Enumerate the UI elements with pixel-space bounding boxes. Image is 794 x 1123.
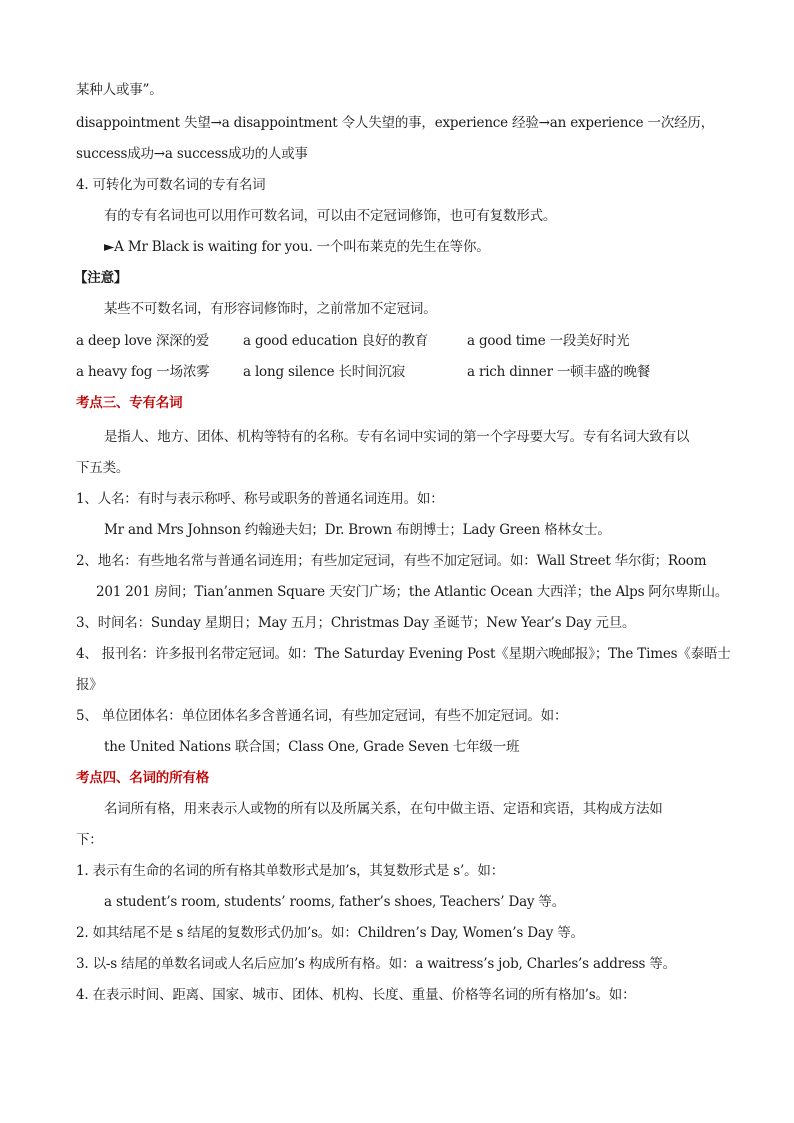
text-line: disappointment 失望→a disappointment 令人失望的事，experience 经验→an experience 一次经历， bbox=[76, 115, 715, 131]
subheading: 4. 可转化为可数名词的专有名词 bbox=[76, 177, 266, 193]
example-sentence: ►A Mr Black is waiting for you. 一个叫布莱克的先生在等你。 bbox=[104, 239, 490, 255]
list-item: 3. 以-s 结尾的单数名词或人名后应加’s 构成所有格。如：a waitress’s job, Charles’s address 等。 bbox=[76, 956, 676, 972]
text-line: 报》 bbox=[76, 677, 103, 693]
list-item: 2、地名：有些地名常与普通名词连用；有些加定冠词，有些不加定冠词。如：Wall Street 华尔街；Room bbox=[76, 553, 707, 569]
text-line: 名词所有格，用来表示人或物的所有以及所属关系，在句中做主语、定语和宾语，其构成方法如 bbox=[104, 801, 663, 817]
text-line: 某些不可数名词，有形容词修饰时，之前常加不定冠词。 bbox=[104, 301, 437, 317]
section-heading: 考点三、专有名词 bbox=[76, 395, 183, 411]
text-line: 下五类。 bbox=[76, 460, 130, 476]
example-item: a rich dinner 一顿丰盛的晚餐 bbox=[467, 364, 651, 380]
section-heading: 考点四、名词的所有格 bbox=[76, 770, 209, 786]
example-item: a heavy fog 一场浓雾 bbox=[76, 364, 210, 380]
text-line: 某种人或事”。 bbox=[76, 82, 163, 98]
example-item: a long silence 长时间沉寂 bbox=[243, 364, 406, 380]
text-line: 201 201 房间；Tian’anmen Square 天安门广场；the Atlantic Ocean 大西洋；the Alps 阿尔卑斯山。 bbox=[96, 584, 729, 600]
example-item: a deep love 深深的爱 bbox=[76, 333, 210, 349]
list-item: 1. 表示有生命的名词的所有格其单数形式是加’s，其复数形式是 s’。如： bbox=[76, 863, 505, 879]
list-item: 2. 如其结尾不是 s 结尾的复数形式仍加’s。如：Children’s Day, Women’s Day 等。 bbox=[76, 925, 584, 941]
example-item: a good education 良好的教育 bbox=[243, 333, 429, 349]
list-item: 4、 报刊名：许多报刊名带定冠词。如：The Saturday Evening Post《星期六晚邮报》；The Times《泰晤士 bbox=[76, 646, 731, 662]
list-item: 1、人名：有时与表示称呼、称号或职务的普通名词连用。如： bbox=[76, 491, 444, 507]
text-line: 有的专有名词也可以用作可数名词，可以由不定冠词修饰，也可有复数形式。 bbox=[104, 208, 557, 224]
text-line: 下： bbox=[76, 832, 103, 848]
text-line: Mr and Mrs Johnson 约翰逊夫妇；Dr. Brown 布朗博士；Lady Green 格林女士。 bbox=[104, 522, 611, 538]
text-line: 是指人、地方、团体、机构等特有的名称。专有名词中实词的第一个字母要大写。专有名词大致有以 bbox=[104, 429, 690, 445]
example-item: a good time 一段美好时光 bbox=[467, 333, 630, 349]
list-item: 5、 单位团体名：单位团体名多含普通名词，有些加定冠词，有些不加定冠词。如： bbox=[76, 708, 568, 724]
text-line: the United Nations 联合国；Class One, Grade Seven 七年级一班 bbox=[104, 739, 520, 755]
text-line: success成功→a success成功的人或事 bbox=[76, 146, 308, 162]
text-line: a student’s room, students’ rooms, father’s shoes, Teachers’ Day 等。 bbox=[104, 894, 566, 910]
list-item: 4. 在表示时间、距离、国家、城市、团体、机构、长度、重量、价格等名词的所有格加’s。如： bbox=[76, 987, 636, 1003]
note-title: 【注意】 bbox=[74, 270, 128, 286]
list-item: 3、时间名：Sunday 星期日；May 五月；Christmas Day 圣诞节；New Year’s Day 元旦。 bbox=[76, 615, 636, 631]
